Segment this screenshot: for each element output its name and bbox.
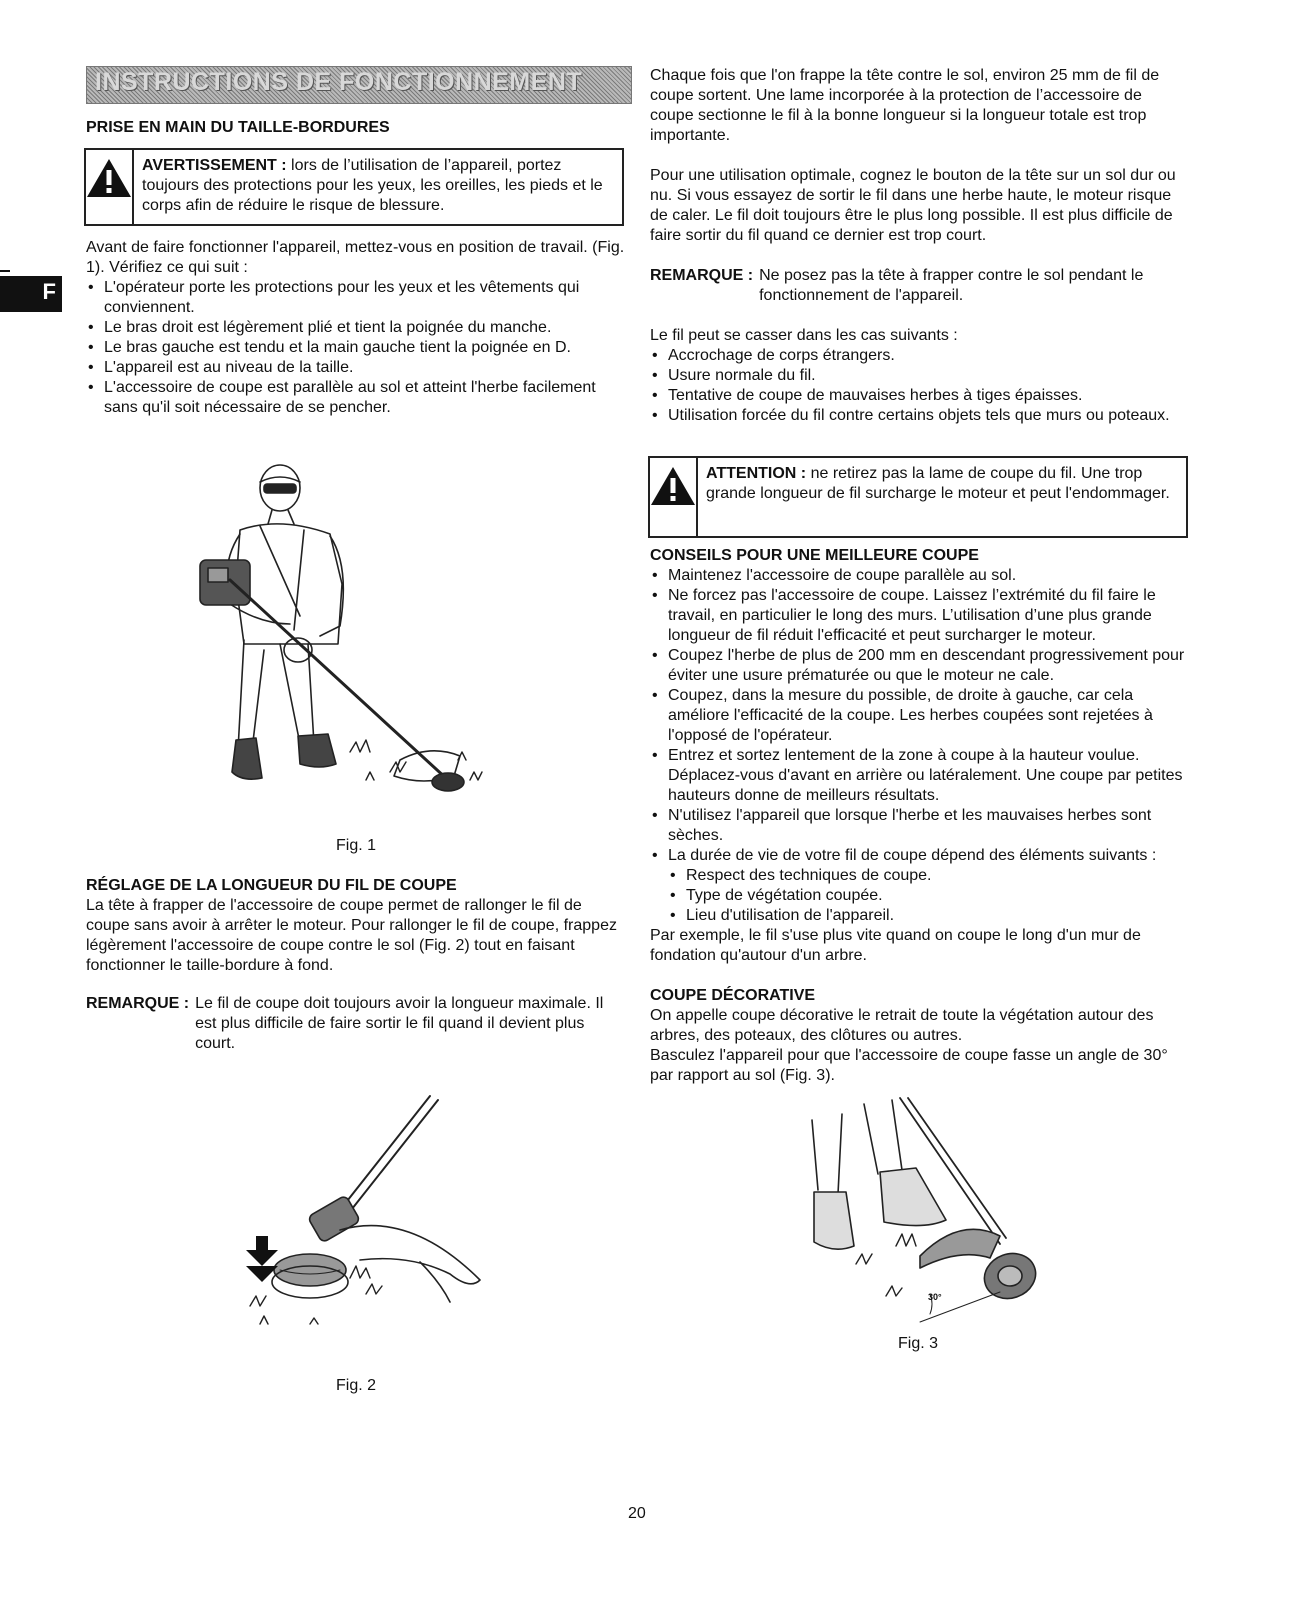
line-break-list xyxy=(650,346,1188,426)
setup-checklist xyxy=(86,278,626,418)
list-item: • Entrez et sortez lentement de la zone à coupe à la hauteur voulue. Déplacez-vous d'avant en arrière ou latéralement. Une coupe par petites hauteurs donne de meilleurs résultats. xyxy=(650,746,1188,806)
fig1-caption: Fig. 1 xyxy=(336,837,377,854)
fig2-trimmer-head-illustration xyxy=(240,1090,500,1350)
fig3-caption: Fig. 3 xyxy=(898,1335,939,1352)
attention-body: ne retirez pas la lame de coupe du fil. Une trop grande longueur de fil surcharge le moteur et peut l'endommager. xyxy=(706,465,1170,502)
list-item: • Ne forcez pas l'accessoire de coupe. Laissez l’extrémité du fil faire le travail, en particulier le long des murs. L’utilisation d’une plus grande longueur de fil réduit l'efficacité et peut surcharger le moteur. xyxy=(650,586,1188,646)
list-item: • Le bras droit est légèrement plié et tient la poignée du manche. xyxy=(86,318,626,338)
fig1-operator-illustration xyxy=(180,460,490,820)
usage-para: Pour une utilisation optimale, cognez le bouton de la tête sur un sol dur ou nu. Si vous essayez de sortir le fil dans une herbe haute, le moteur risque de caler. Le fil doit toujours être le plus long possible. Il est plus difficile de faire sortir du fil quand ce dernier est trop court. xyxy=(650,167,1176,244)
headstrike-para: Chaque fois que l'on frappe la tête contre le sol, environ 25 mm de fil de coupe sortent. Une lame incorporée à la protection de l’accessoire de coupe sectionne le fil à la bonne longueur si la longueur totale est trop importante. xyxy=(650,67,1160,144)
list-item: • Accrochage de corps étrangers. xyxy=(650,346,1188,366)
fig2-caption: Fig. 2 xyxy=(336,1377,377,1394)
fig3-decorative-cut-illustration xyxy=(800,1096,1060,1326)
line-break-block xyxy=(650,326,1188,426)
section1-title: PRISE EN MAIN DU TAILLE-BORDURES xyxy=(86,119,390,136)
attention-box xyxy=(648,456,1188,538)
side-tab-tick xyxy=(0,270,10,272)
list-item: • Maintenez l'accessoire de coupe parallèle au sol. xyxy=(650,566,1188,586)
section-banner xyxy=(86,66,632,104)
remark-text: Ne posez pas la tête à frapper contre le sol pendant le fonctionnement de l'appareil. xyxy=(759,267,1144,304)
remark-left xyxy=(86,994,626,1054)
remark-text: Le fil de coupe doit toujours avoir la longueur maximale. Il est plus difficile de faire sortir le fil quand il devient plus court. xyxy=(195,995,604,1052)
page-number: 20 xyxy=(628,1505,646,1522)
attention-text xyxy=(698,458,1186,536)
remark-label: REMARQUE : xyxy=(86,995,190,1012)
list-item: • L'opérateur porte les protections pour les yeux et les vêtements qui conviennent. xyxy=(86,278,626,318)
decorative-text-2: Basculez l'appareil pour que l'accessoire de coupe fasse un angle de 30° par rapport au sol (Fig. 3). xyxy=(650,1047,1168,1084)
setup-intro-block xyxy=(86,238,626,418)
warning-body: lors de l’utilisation de l’appareil, portez toujours des protections pour les yeux, les oreilles, les pieds et le corps afin de réduire le risque de blessure. xyxy=(142,157,603,214)
list-item: • Usure normale du fil. xyxy=(650,366,1188,386)
list-item: • La durée de vie de votre fil de coupe dépend des éléments suivants : xyxy=(650,846,1188,866)
warning-label: AVERTISSEMENT : xyxy=(142,157,287,174)
warning-box xyxy=(84,148,624,226)
setup-intro: Avant de faire fonctionner l'appareil, mettez-vous en position de travail. (Fig. 1). Vérifiez ce qui suit : xyxy=(86,239,625,276)
tips-list xyxy=(650,566,1188,866)
list-item: • L'appareil est au niveau de la taille. xyxy=(86,358,626,378)
tips-sublist xyxy=(650,866,1188,926)
tips-example: Par exemple, le fil s'use plus vite quand on coupe le long d'un mur de fondation qu'autour d'un arbre. xyxy=(650,927,1141,964)
side-tab-letter: F xyxy=(42,279,56,304)
list-item: • Respect des techniques de coupe. xyxy=(668,866,1188,886)
decorative-block xyxy=(650,986,1188,1086)
remark-label: REMARQUE : xyxy=(650,267,754,284)
decorative-title: COUPE DÉCORATIVE xyxy=(650,987,816,1004)
list-item: • Tentative de coupe de mauvaises herbes à tiges épaisses. xyxy=(650,386,1188,406)
down-arrow-icon xyxy=(246,1236,278,1282)
decorative-text-1: On appelle coupe décorative le retrait de toute la végétation autour des arbres, des poteaux, des clôtures ou autres. xyxy=(650,1007,1154,1044)
angle-label: 30° xyxy=(928,1292,942,1302)
section2-title: RÉGLAGE DE LA LONGUEUR DU FIL DE COUPE xyxy=(86,877,457,894)
tips-block xyxy=(650,546,1188,966)
warning-icon-cell xyxy=(86,150,134,224)
section2-text: La tête à frapper de l'accessoire de coupe permet de rallonger le fil de coupe sans avoir à arrêter le moteur. Pour rallonger le fil de coupe, frappez légèrement l'accessoire de coupe contre le sol (Fig. 2) tout en faisant fonctionner le taille-bordure à fond. xyxy=(86,897,617,974)
remark-right xyxy=(650,266,1188,306)
side-tab xyxy=(0,276,62,312)
banner-title: INSTRUCTIONS DE FONCTIONNEMENT xyxy=(95,68,583,96)
list-item: • Coupez l'herbe de plus de 200 mm en descendant progressivement pour éviter une usure prématurée ou que le moteur ne cale. xyxy=(650,646,1188,686)
warning-triangle-icon xyxy=(86,158,132,198)
line-break-intro: Le fil peut se casser dans les cas suivants : xyxy=(650,327,958,344)
list-item: • Lieu d'utilisation de l'appareil. xyxy=(668,906,1188,926)
list-item: • N'utilisez l'appareil que lorsque l'herbe et les mauvaises herbes sont sèches. xyxy=(650,806,1188,846)
attention-label: ATTENTION : xyxy=(706,465,807,482)
list-item: • Utilisation forcée du fil contre certains objets tels que murs ou poteaux. xyxy=(650,406,1188,426)
attention-icon-cell xyxy=(650,458,698,536)
list-item: • Le bras gauche est tendu et la main gauche tient la poignée en D. xyxy=(86,338,626,358)
list-item: • Coupez, dans la mesure du possible, de droite à gauche, car cela améliore l'efficacité de la coupe. Les herbes coupées sont rejetées à l'opposé de l'opérateur. xyxy=(650,686,1188,746)
list-item: • L'accessoire de coupe est parallèle au sol et atteint l'herbe facilement sans qu'il soit nécessaire de se pencher. xyxy=(86,378,626,418)
tips-title: CONSEILS POUR UNE MEILLEURE COUPE xyxy=(650,547,979,564)
warning-triangle-icon xyxy=(650,466,696,506)
warning-text xyxy=(134,150,622,224)
list-item: • Type de végétation coupée. xyxy=(668,886,1188,906)
